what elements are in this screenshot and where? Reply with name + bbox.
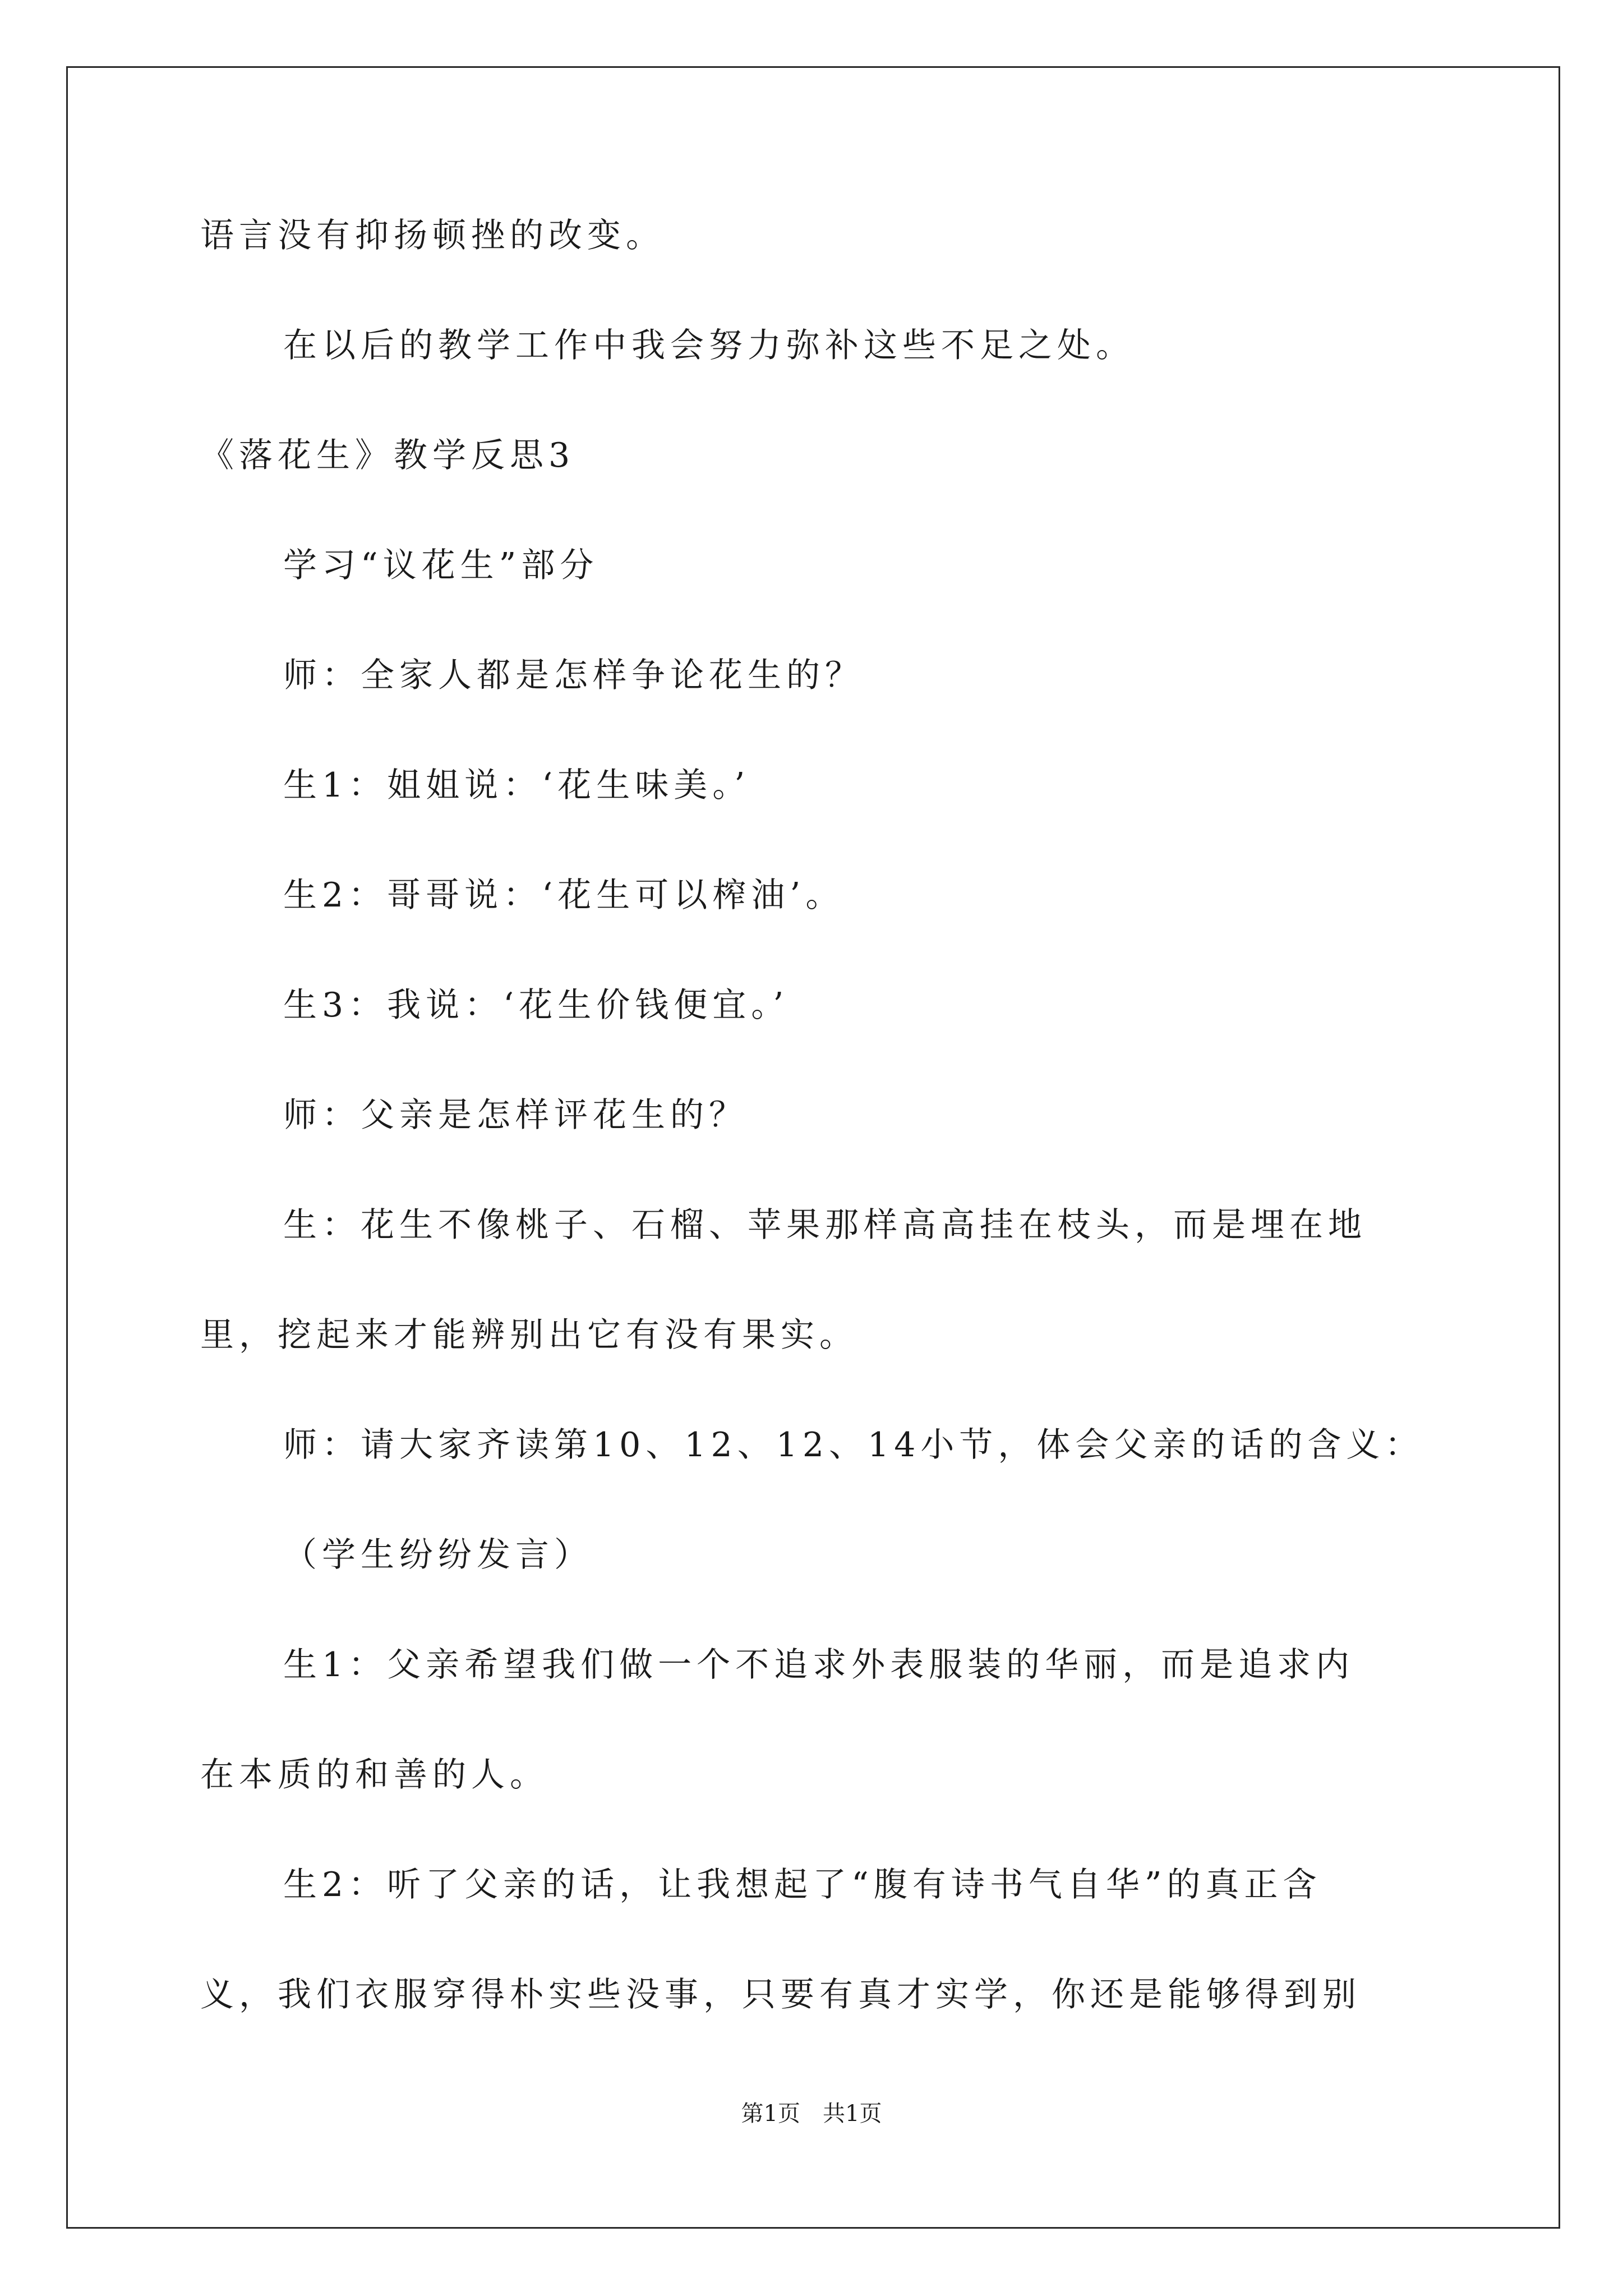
paragraph-line: 在以后的教学工作中我会努力弥补这些不足之处。 <box>283 326 1135 365</box>
dialogue-line: 生2：听了父亲的话，让我想起了“腹有诗书气自华”的真正含 <box>283 1865 1322 1904</box>
dialogue-line: 生1：父亲希望我们做一个不追求外表服装的华丽，而是追求内 <box>283 1645 1355 1685</box>
dialogue-line: 生：花生不像桃子、石榴、苹果那样高高挂在枝头，而是埋在地 <box>283 1205 1367 1245</box>
paragraph-line: 学习“议花生”部分 <box>283 546 599 585</box>
dialogue-line: 生1：姐姐说：‘花生味美。’ <box>283 766 750 805</box>
dialogue-line: 师：请大家齐读第10、12、12、14小节，体会父亲的话的含义： <box>283 1425 1424 1465</box>
section-heading: 《落花生》教学反思3 <box>200 436 575 475</box>
dialogue-line: 生2：哥哥说：‘花生可以榨油’。 <box>283 876 845 915</box>
dialogue-line: 师：全家人都是怎样争论花生的？ <box>283 656 864 695</box>
paragraph-line: 语言没有抑扬顿挫的改变。 <box>200 216 665 255</box>
dialogue-line: 师：父亲是怎样评花生的？ <box>283 1096 748 1135</box>
page-footer: 第1页 共1页 <box>741 2101 882 2127</box>
dialogue-line: 生3：我说：‘花生价钱便宜。’ <box>283 986 789 1025</box>
dialogue-line-continued: 在本质的和善的人。 <box>200 1755 548 1795</box>
paragraph-line: （学生纷纷发言） <box>283 1535 593 1575</box>
dialogue-line-continued: 里，挖起来才能辨别出它有没有果实。 <box>200 1315 858 1355</box>
dialogue-line-continued: 义，我们衣服穿得朴实些没事，只要有真才实学，你还是能够得到别 <box>200 1975 1361 2014</box>
